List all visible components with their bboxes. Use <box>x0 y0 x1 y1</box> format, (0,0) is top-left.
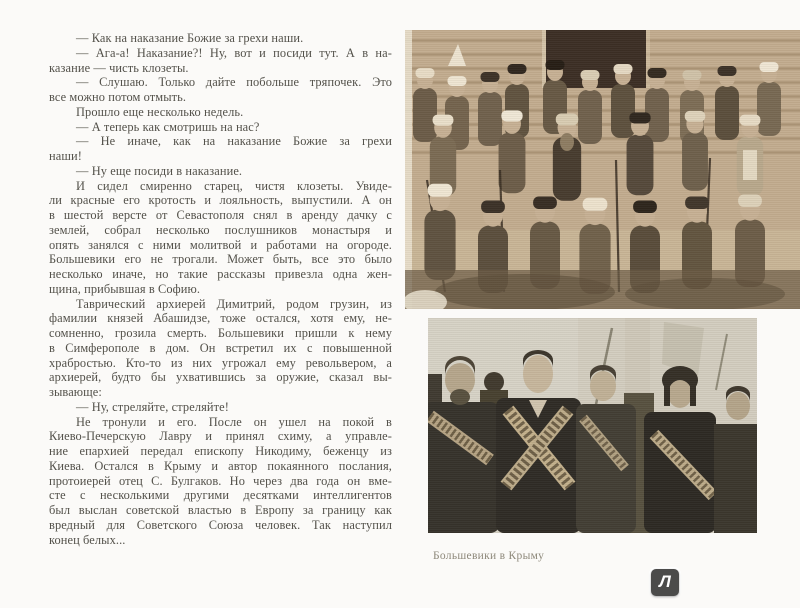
text-line: в Симферополе в дом. Он встретил их с повышенной <box>49 340 392 355</box>
text-line: сомненно, грозила смерть. Большевики пришли к нему <box>49 326 392 340</box>
body-text <box>49 31 392 547</box>
text-line: был выслан советской властью в Европу за границу как <box>49 503 392 517</box>
text-line: конец белых... <box>49 532 126 547</box>
labirint-logo <box>651 569 679 596</box>
text-line: сте с несколькими другими десятками интеллигентов <box>49 488 392 503</box>
text-line: — А теперь как смотришь на нас? <box>76 119 260 134</box>
labirint-letter: Л <box>659 572 671 591</box>
text-line: — Как на наказание Божие за грехи наши. <box>76 31 304 45</box>
photo-bolsheviks-bandoliers <box>428 318 757 533</box>
text-line: протоиерей отец С. Булгаков. Но через два года он вме- <box>49 473 392 488</box>
text-line: — Не иначе, как на наказание Божие за грехи <box>76 134 392 149</box>
text-line: фамилии князей Абашидзе, тоже остался, хотя ему, не- <box>49 311 392 326</box>
text-line: Киево-Печерскую Лавру и принял схиму, а управле- <box>49 429 392 444</box>
bolsheviks-bandoliers-photo-art <box>428 318 757 533</box>
text-line: землей, собрал несколько послушников монастыря и <box>49 222 392 237</box>
text-line: зывающе: <box>49 385 102 399</box>
text-line: вредный для Советского Союза человек. Так наступил <box>49 517 392 532</box>
text-line: несколько иначе, но такие рассказы привезла одна жен- <box>49 267 392 281</box>
text-line: — Ага-а! Наказание?! Ну, вот и посиди тут. А в на- <box>76 45 392 60</box>
text-line: ли красные его кротость и лояльность, выпустили. А он <box>49 193 392 208</box>
text-line: в шестой версте от Севастополя снял в аренду дачку с <box>49 208 392 222</box>
text-line: И сидел смиренно старец, чистя клозеты. Увиде- <box>76 178 392 193</box>
text-line: казание — чисть клозеты. <box>49 60 189 75</box>
text-line: опять занялся с ними молитвой и работами на огороде. <box>49 237 392 252</box>
text-line: ние епархией передал епископу Никодиму, беженцу из <box>49 444 392 458</box>
text-line: Большевики его не трогали. Может быть, все это было <box>49 252 392 267</box>
photo-bolsheviks-group <box>405 30 800 309</box>
text-line: Не тронули и его. После он ушел на покой в <box>76 414 392 429</box>
text-line: — Ну еще посиди в наказание. <box>76 163 243 178</box>
text-line: щина, прибывшая в Софию. <box>49 281 201 296</box>
text-line: все можно потом отмыть. <box>49 90 187 104</box>
text-line: Киева. Остался в Крыму и автор покаянного послания, <box>49 458 392 473</box>
bolsheviks-group-photo-art <box>405 30 800 309</box>
text-line: наши! <box>49 149 82 163</box>
text-line: архиерей, будто бы ухватившись за оружие, сказал вы- <box>49 370 392 385</box>
text-line: храбростью. Кто-то из них угрожал ему револьвером, а <box>49 355 392 370</box>
text-line: — Ну, стреляйте, стреляйте! <box>76 399 229 414</box>
text-line: Таврический архиерей Димитрий, родом грузин, из <box>76 296 392 311</box>
text-line: Прошло еще несколько недель. <box>76 104 244 119</box>
photo-caption: Большевики в Крыму <box>433 550 545 562</box>
text-line: — Слушаю. Только дайте побольше тряпочек. Это <box>76 75 392 90</box>
